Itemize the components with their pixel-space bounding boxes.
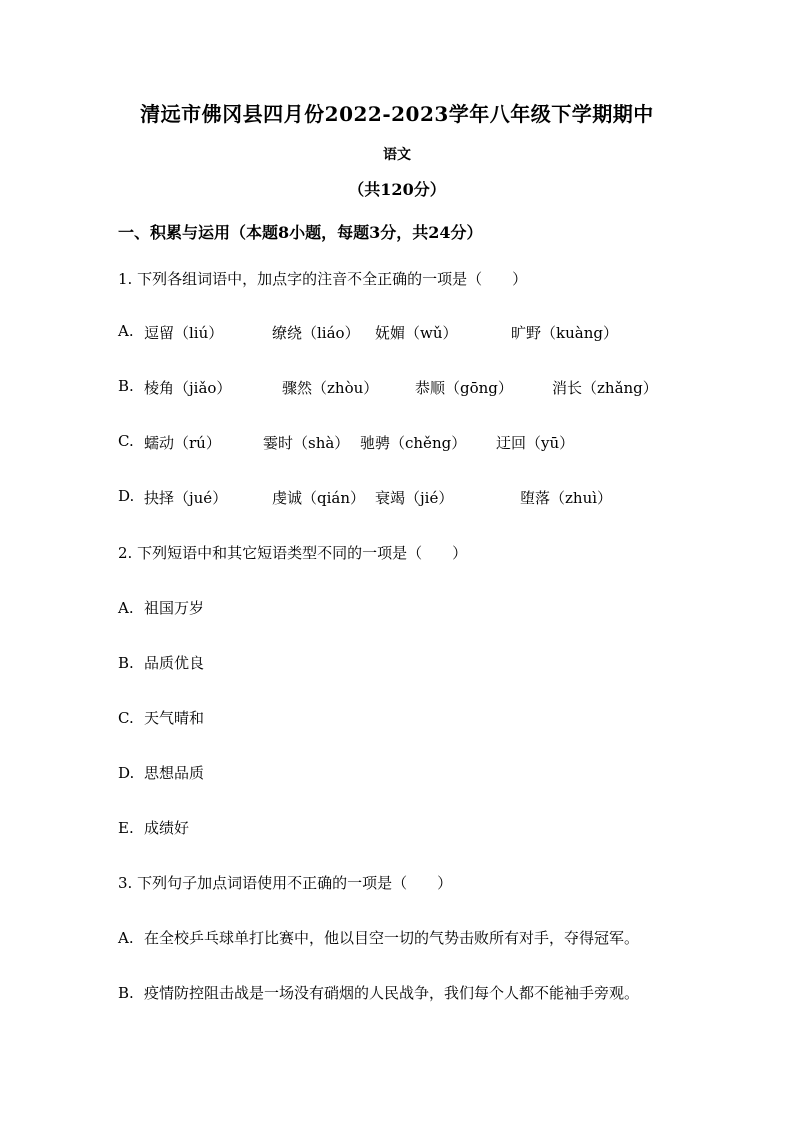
page-title: 清远市佛冈县四月份2022-2023学年八年级下学期期中 bbox=[140, 102, 654, 126]
option-item: 迂回（yū） bbox=[496, 434, 575, 452]
option-item: 驰骋（chěng） bbox=[360, 434, 467, 452]
total-score: （共120分） bbox=[348, 180, 446, 199]
option-letter: B. bbox=[118, 377, 134, 395]
option-text: 思想品质 bbox=[144, 764, 205, 782]
option-item: 抉择（jué） bbox=[144, 489, 228, 507]
question-2-option-d bbox=[118, 762, 204, 783]
option-letter: C. bbox=[118, 709, 134, 727]
option-item: 消长（zhǎng） bbox=[552, 379, 658, 397]
question-2-option-c bbox=[118, 707, 204, 728]
option-item: 棱角（jiǎo） bbox=[144, 379, 232, 397]
option-letter: B. bbox=[118, 984, 134, 1002]
option-letter: B. bbox=[118, 654, 134, 672]
option-letter: A. bbox=[118, 929, 134, 947]
option-text: 在全校乒乓球单打比赛中，他以目空一切的气势击败所有对手，夺得冠军。 bbox=[144, 929, 640, 947]
option-item: 逗留（liú） bbox=[144, 324, 224, 342]
question-3-option-a bbox=[118, 927, 639, 948]
option-text: 成绩好 bbox=[144, 819, 190, 837]
option-item: 堕落（zhuì） bbox=[520, 489, 613, 507]
question-1-stem: 1. 下列各组词语中，加点字的注音不全正确的一项是（ ） bbox=[118, 270, 528, 288]
option-letter: E. bbox=[118, 819, 134, 837]
option-letter: C. bbox=[118, 432, 134, 450]
option-letter: A. bbox=[118, 322, 134, 340]
question-2-option-b bbox=[118, 652, 204, 673]
option-text: 疫情防控阻击战是一场没有硝烟的人民战争，我们每个人都不能袖手旁观。 bbox=[144, 984, 640, 1002]
option-item: 虔诚（qián） bbox=[272, 489, 366, 507]
option-item: 霎时（shà） bbox=[263, 434, 350, 452]
option-item: 蠕动（rú） bbox=[144, 434, 221, 452]
subject-label: 语文 bbox=[383, 147, 411, 163]
question-2-option-e bbox=[118, 817, 189, 838]
option-letter: A. bbox=[118, 599, 134, 617]
option-item: 骤然（zhòu） bbox=[282, 379, 379, 397]
option-item: 缭绕（liáo） bbox=[272, 324, 360, 342]
section-heading: 一、积累与运用（本题8小题，每题3分，共24分） bbox=[118, 223, 483, 242]
question-2-option-a bbox=[118, 597, 204, 618]
question-3-stem: 3. 下列句子加点词语使用不正确的一项是（ ） bbox=[118, 874, 453, 892]
option-text: 品质优良 bbox=[144, 654, 205, 672]
option-letter: D. bbox=[118, 487, 135, 505]
option-text: 天气晴和 bbox=[144, 709, 205, 727]
option-item: 恭顺（gōng） bbox=[415, 379, 513, 397]
option-item: 旷野（kuàng） bbox=[511, 324, 618, 342]
option-item: 妩媚（wǔ） bbox=[375, 324, 458, 342]
option-letter: D. bbox=[118, 764, 135, 782]
option-text: 祖国万岁 bbox=[144, 599, 205, 617]
question-2-stem: 2. 下列短语中和其它短语类型不同的一项是（ ） bbox=[118, 544, 468, 562]
option-item: 衰竭（jié） bbox=[375, 489, 454, 507]
question-3-option-b bbox=[118, 982, 639, 1003]
